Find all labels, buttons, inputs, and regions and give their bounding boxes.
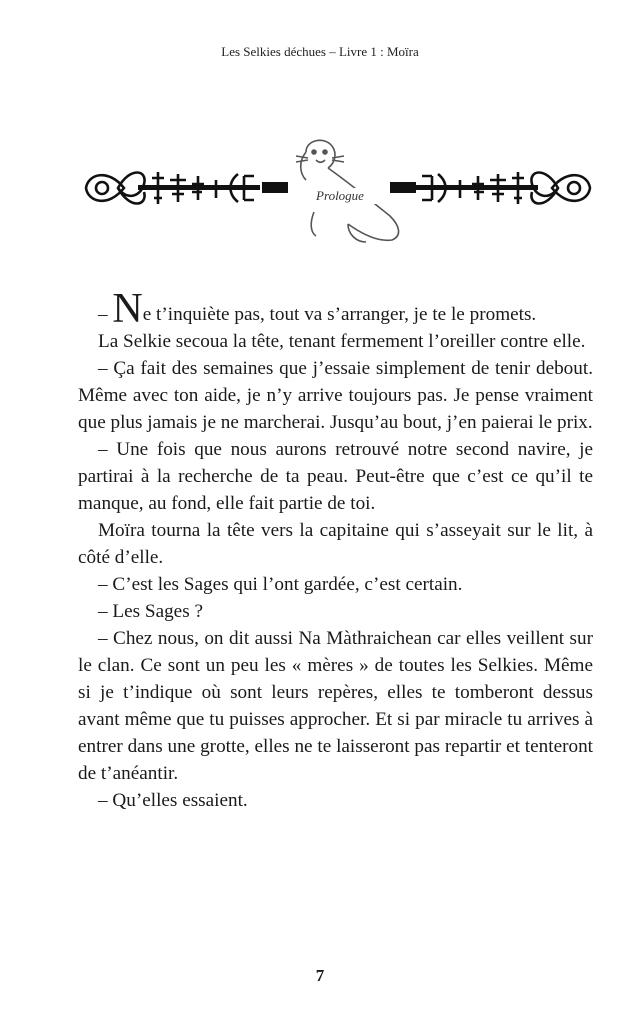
paragraph: – Qu’elles essaient. [98, 790, 248, 811]
paragraph: – Une fois que nous aurons retrouvé notre second navire, je partirai à la recherche de ta peau. Peut-être que c’est ce qu’il te manque, au fond, elle fait partie de toi. [78, 439, 593, 514]
opening-paragraph [78, 286, 593, 332]
paragraph: – Chez nous, on dit aussi Na Màthraichean car elles veillent sur le clan. Ce sont un peu les « mères » de toutes les Selkies. Même si je t’indique où sont leurs repères, elles te tomberont dessus avant même que tu puisses approcher. Et si par miracle tu arrives à entrer dans une grotte, elles ne te laisseront pas repartir et tenteront de t’anéantir. [78, 628, 593, 784]
paragraph: – C’est les Sages qui l’ont gardée, c’est certain. [98, 574, 463, 595]
running-title: Les Selkies déchues – Livre 1 : Moïra [221, 44, 419, 59]
page-body [78, 286, 593, 814]
paragraph: – Ça fait des semaines que j’essaie simplement de tenir debout. Même avec ton aide, je n’y arrive toujours pas. Je pense vraiment que plus jamais je ne marcherai. Jusqu’au bout, j’en paierai le prix. [78, 358, 593, 433]
paragraph: – Les Sages ? [98, 601, 203, 622]
page-number: 7 [315, 966, 325, 985]
drop-cap: N [112, 286, 143, 332]
chapter-ornament [78, 138, 598, 250]
chapter-label: Prologue [296, 188, 384, 204]
paragraph: La Selkie secoua la tête, tenant fermement l’oreiller contre elle. [98, 331, 586, 352]
paragraph: Moïra tourna la tête vers la capitaine qui s’asseyait sur le lit, à côté d’elle. [78, 520, 593, 568]
dialogue-dash: – [98, 304, 113, 325]
opening-text: e t’inquiète pas, tout va s’arranger, je te le promets. [142, 304, 537, 325]
